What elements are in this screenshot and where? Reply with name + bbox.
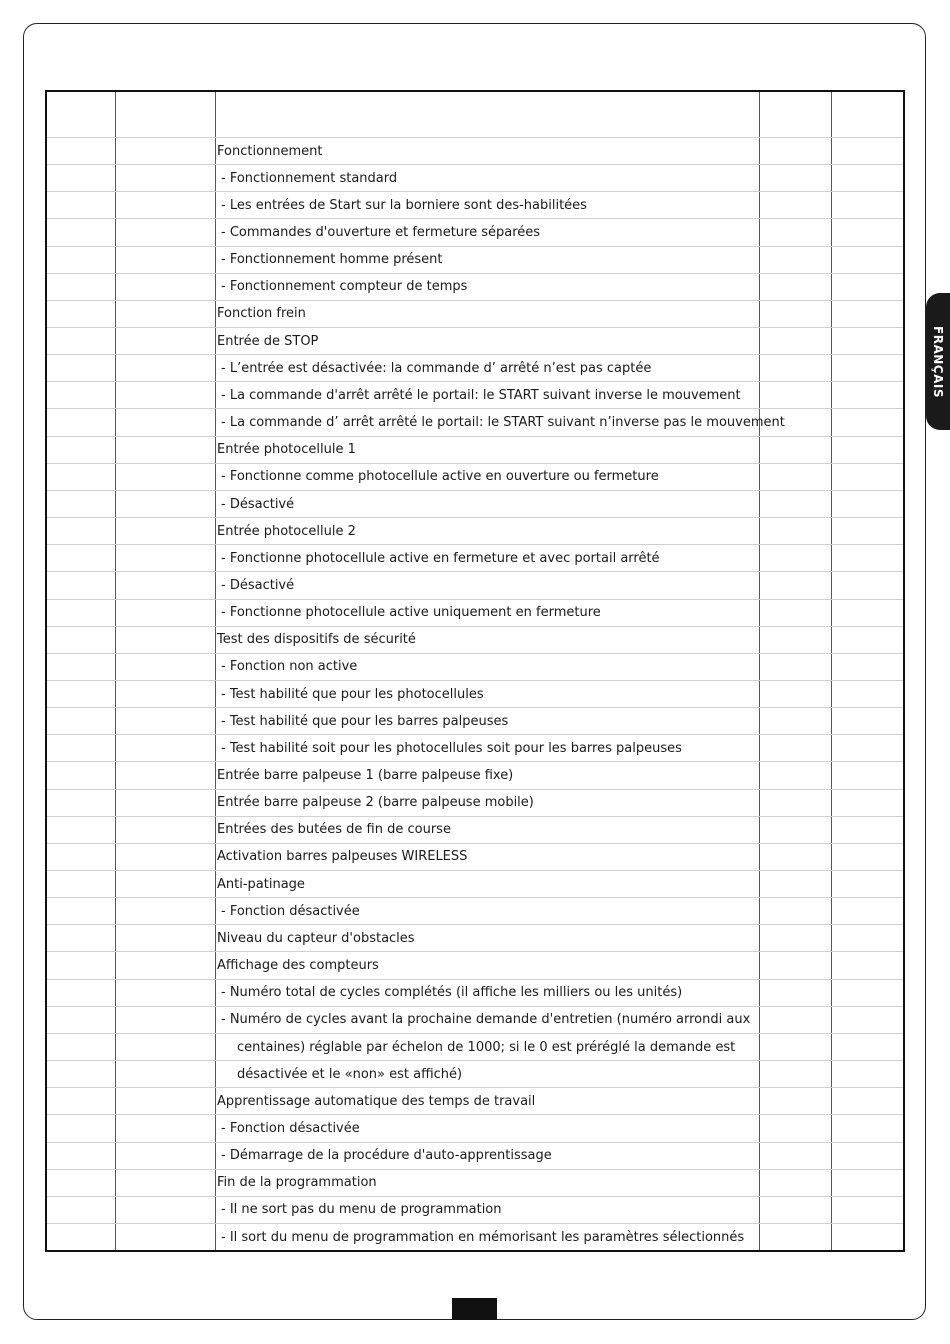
table-row	[47, 708, 903, 735]
table-row	[47, 871, 903, 898]
row-description: - Fonction désactivée	[221, 903, 360, 919]
table-row	[47, 410, 903, 437]
table-row	[47, 898, 903, 925]
table-row	[47, 328, 903, 355]
row-description: Anti-patinage	[217, 876, 305, 892]
table-row	[47, 600, 903, 627]
row-description: Entrée de STOP	[217, 333, 319, 349]
table-row	[47, 518, 903, 545]
table-row	[47, 925, 903, 952]
table-row	[47, 138, 903, 165]
table-row	[47, 165, 903, 192]
table-row	[47, 1007, 903, 1034]
row-description: - Numéro total de cycles complétés (il affiche les milliers ou les unités)	[221, 985, 683, 1001]
row-description: Niveau du capteur d'obstacles	[217, 930, 415, 946]
table-row	[47, 817, 903, 844]
row-description: Test des dispositifs de sécurité	[217, 632, 416, 648]
row-description: - Il ne sort pas du menu de programmation	[221, 1202, 502, 1218]
table-row	[47, 762, 903, 789]
row-description: - Fonctionnement homme présent	[221, 252, 443, 268]
row-description: Affichage des compteurs	[217, 958, 379, 974]
row-description: - Numéro de cycles avant la prochaine demande d'entretien (numéro arrondi aux	[221, 1012, 751, 1028]
row-description: Entrée barre palpeuse 1 (barre palpeuse fixe)	[217, 768, 514, 783]
row-description: - Fonctionne photocellule active en fermeture et avec portail arrêté	[221, 550, 660, 566]
table-row	[47, 382, 903, 409]
table-row	[47, 735, 903, 762]
row-description: - Fonctionne photocellule active uniquement en fermeture	[221, 605, 601, 621]
table-row	[47, 192, 903, 219]
table-row	[47, 627, 903, 654]
language-tab-label-wrap	[926, 293, 950, 430]
table-row	[47, 1197, 903, 1224]
page-number-box	[452, 1298, 497, 1320]
table-row	[47, 1088, 903, 1115]
row-description: - Les entrées de Start sur la borniere sont des-habilitées	[221, 197, 587, 213]
row-description: - Fonction désactivée	[221, 1120, 360, 1136]
table-row	[47, 681, 903, 708]
row-description: Fin de la programmation	[217, 1175, 377, 1191]
table-row	[47, 355, 903, 382]
row-description: Fonctionnement	[217, 143, 323, 159]
table-row	[47, 572, 903, 599]
row-description: - La commande d'arrêt arrêté le portail: le START suivant inverse le mouvement	[221, 387, 741, 403]
table-row	[47, 274, 903, 301]
table-row	[47, 247, 903, 274]
table-row	[47, 790, 903, 817]
table-row	[47, 464, 903, 491]
row-description: - Fonctionne comme photocellule active en ouverture ou fermeture	[221, 469, 659, 485]
parameters-table	[45, 90, 905, 1252]
row-description: Entrée barre palpeuse 2 (barre palpeuse mobile)	[217, 795, 534, 811]
row-description: - Fonction non active	[221, 659, 358, 675]
table-row	[47, 1224, 903, 1251]
table-row	[47, 980, 903, 1007]
row-description: - Désactivé	[221, 577, 295, 593]
row-description: - Démarrage de la procédure d'auto-apprentissage	[221, 1148, 552, 1164]
table-row	[47, 953, 903, 980]
row-description: - Test habilité que pour les photocellules	[221, 686, 484, 702]
row-description: Fonction frein	[217, 306, 306, 322]
row-description: - L’entrée est désactivée: la commande d’ arrêté n’est pas captée	[221, 360, 652, 376]
row-description: Apprentissage automatique des temps de travail	[217, 1093, 536, 1109]
table-row	[47, 437, 903, 464]
table-row	[47, 654, 903, 681]
table-row	[47, 1170, 903, 1197]
language-tab-label: FRANÇAIS	[931, 325, 945, 398]
row-description: - Test habilité soit pour les photocellules soit pour les barres palpeuses	[221, 740, 682, 756]
row-description: Entrée photocellule 2	[217, 523, 356, 539]
table-row	[47, 219, 903, 246]
row-description: désactivée et le «non» est affiché)	[237, 1066, 463, 1082]
table-row	[47, 1115, 903, 1142]
table-header-row	[47, 92, 903, 138]
row-description: centaines) réglable par échelon de 1000; si le 0 est préréglé la demande est	[237, 1039, 736, 1055]
row-description: - Commandes d'ouverture et fermeture séparées	[221, 225, 541, 240]
header-cell	[217, 92, 756, 137]
table-row	[47, 545, 903, 572]
row-description: - Test habilité que pour les barres palpeuses	[221, 713, 509, 729]
row-description: - La commande d’ arrêt arrêté le portail: le START suivant n’inverse pas le mouvement	[221, 415, 785, 431]
row-description: - Fonctionnement compteur de temps	[221, 279, 468, 295]
table-row	[47, 844, 903, 871]
row-description: - Il sort du menu de programmation en mémorisant les paramètres sélectionnés	[221, 1230, 745, 1246]
row-description: - Fonctionnement standard	[221, 170, 398, 186]
row-description: Entrée photocellule 1	[217, 442, 356, 458]
row-description: Activation barres palpeuses WIRELESS	[217, 849, 468, 865]
table-row	[47, 1034, 903, 1061]
row-description: - Désactivé	[221, 496, 295, 512]
table-row	[47, 1061, 903, 1088]
table-row	[47, 491, 903, 518]
row-description: Entrées des butées de fin de course	[217, 822, 451, 838]
table-row	[47, 301, 903, 328]
table-row	[47, 1143, 903, 1170]
